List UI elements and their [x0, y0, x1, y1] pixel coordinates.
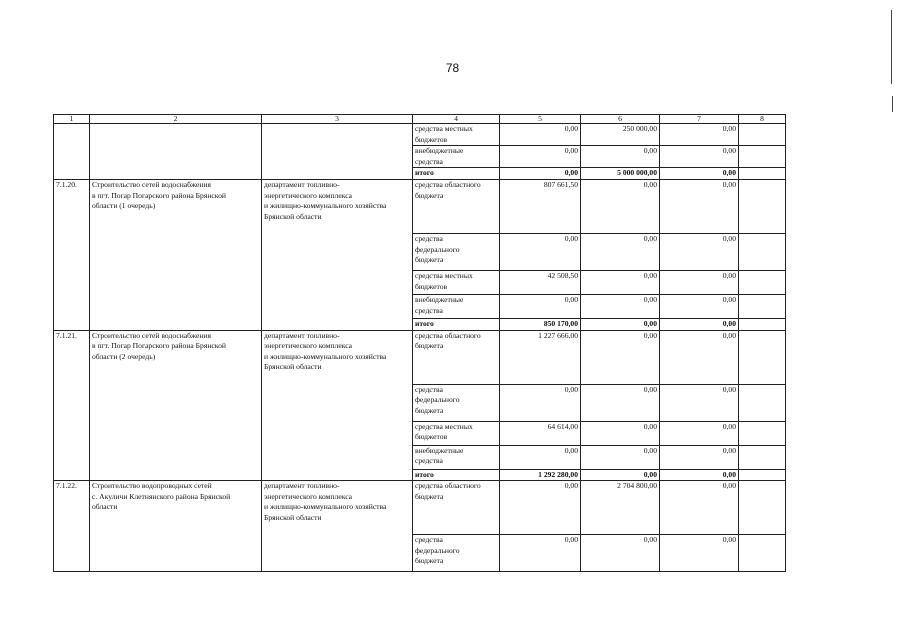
column-number: 2 — [90, 115, 262, 124]
item-name-line: области (1 очередь) — [92, 201, 156, 211]
item-name-line: Строительство сетей водоснабжения — [92, 330, 211, 340]
funding-source-cell — [413, 384, 500, 421]
funding-source-cell — [413, 469, 500, 481]
item-executor-line: Брянской области — [264, 211, 322, 221]
funding-source-line: средства областного — [415, 179, 481, 189]
item-executor-line: департамент топливно- — [264, 179, 340, 189]
amount-cell-c5: 64 614,00 — [500, 421, 581, 445]
item-executor-line: энергетического комплекса — [264, 190, 353, 200]
amount-cell-c6: 0,00 — [581, 535, 660, 572]
funding-source-line: бюджетов — [415, 134, 448, 144]
empty-cell-col8 — [739, 233, 786, 270]
amount-cell-c6: 0,00 — [581, 146, 660, 168]
funding-source-line: внебюджетные — [415, 294, 464, 304]
item-code-cell: 7.1.22. — [54, 481, 90, 572]
column-number: 5 — [500, 115, 581, 124]
item-executor-cell — [262, 179, 413, 330]
funding-source-line: бюджета — [415, 556, 444, 566]
item-name-line: с. Акуличи Клетнянского района Брянской — [92, 491, 231, 501]
amount-cell-c7: 0,00 — [660, 481, 739, 535]
item-executor-line: и жилищно-коммунального хозяйства — [264, 502, 387, 512]
funding-source-line: бюджетов — [415, 432, 448, 442]
amount-cell-c5: 0,00 — [500, 294, 581, 318]
amount-cell-c5: 42 508,50 — [500, 270, 581, 294]
amount-cell-c5: 0,00 — [500, 445, 581, 469]
funding-row — [54, 124, 786, 146]
funding-source-line: итого — [415, 318, 434, 328]
amount-cell-c7: 0,00 — [660, 445, 739, 469]
empty-cell-col8 — [739, 330, 786, 384]
funding-source-cell — [413, 481, 500, 535]
funding-source-cell — [413, 330, 500, 384]
amount-cell-c5: 0,00 — [500, 146, 581, 168]
funding-source-cell — [413, 294, 500, 318]
amount-cell-c6: 0,00 — [581, 384, 660, 421]
amount-cell-c7: 0,00 — [660, 146, 739, 168]
amount-cell-c7: 0,00 — [660, 384, 739, 421]
funding-source-line: средства — [415, 305, 443, 315]
item-name-line: Строительство сетей водоснабжения — [92, 179, 211, 189]
item-executor-line: Брянской области — [264, 512, 322, 522]
funding-source-line: средства — [415, 535, 443, 545]
empty-cell-col8 — [739, 384, 786, 421]
funding-source-line: средства областного — [415, 330, 481, 340]
funding-source-cell — [413, 445, 500, 469]
funding-source-line: итого — [415, 469, 434, 479]
empty-cell-col8 — [739, 318, 786, 330]
funding-source-line: федерального — [415, 244, 460, 254]
amount-cell-c5: 0,00 — [500, 384, 581, 421]
amount-cell-c5: 0,00 — [500, 481, 581, 535]
item-executor-cell — [262, 481, 413, 572]
amount-cell-c7: 0,00 — [660, 469, 739, 481]
item-executor-line: департамент топливно- — [264, 330, 340, 340]
amount-cell-c6: 0,00 — [581, 469, 660, 481]
funding-source-cell — [413, 124, 500, 146]
item-code-cell: 7.1.20. — [54, 179, 90, 330]
amount-cell-c5: 1 292 280,00 — [500, 469, 581, 481]
amount-cell-c6: 250 000,00 — [581, 124, 660, 146]
item-code-cell: 7.1.21. — [54, 330, 90, 481]
funding-source-line: внебюджетные — [415, 146, 464, 156]
empty-cell-col8 — [739, 481, 786, 535]
item-name-cell — [90, 330, 262, 481]
funding-source-line: средства местных — [415, 421, 473, 431]
amount-cell-c7: 0,00 — [660, 124, 739, 146]
executor-cell — [262, 124, 413, 180]
amount-cell-c7: 0,00 — [660, 168, 739, 180]
funding-source-cell — [413, 535, 500, 572]
funding-source-line: средства — [415, 384, 443, 394]
item-executor-line: и жилищно-коммунального хозяйства — [264, 351, 387, 361]
funding-source-cell — [413, 421, 500, 445]
funding-row — [54, 330, 786, 384]
empty-cell-col8 — [739, 535, 786, 572]
amount-cell-c5: 850 170,00 — [500, 318, 581, 330]
amount-cell-c7: 0,00 — [660, 179, 739, 233]
item-name-line: области (2 очередь) — [92, 351, 156, 361]
column-number: 3 — [262, 115, 413, 124]
item-executor-line: энергетического комплекса — [264, 491, 353, 501]
empty-cell-col8 — [739, 146, 786, 168]
amount-cell-c6: 0,00 — [581, 270, 660, 294]
item-executor-line: и жилищно-коммунального хозяйства — [264, 201, 387, 211]
funding-source-line: итого — [415, 168, 434, 178]
item-name-line: Строительство водопроводных сетей — [92, 481, 212, 491]
amount-cell-c6: 0,00 — [581, 330, 660, 384]
amount-cell-c5: 1 227 666,00 — [500, 330, 581, 384]
empty-cell-col8 — [739, 421, 786, 445]
funding-source-cell — [413, 168, 500, 180]
empty-cell-col8 — [739, 469, 786, 481]
empty-cell-col8 — [739, 294, 786, 318]
funding-row — [54, 481, 786, 535]
empty-cell-col8 — [739, 124, 786, 146]
item-executor-line: департамент топливно- — [264, 481, 340, 491]
scan-edge-mark — [892, 96, 893, 112]
empty-cell-col8 — [739, 168, 786, 180]
funding-source-cell — [413, 146, 500, 168]
amount-cell-c7: 0,00 — [660, 330, 739, 384]
funding-source-line: федерального — [415, 545, 460, 555]
funding-source-line: бюджета — [415, 255, 444, 265]
funding-source-cell — [413, 179, 500, 233]
funding-source-line: бюджета — [415, 190, 444, 200]
amount-cell-c7: 0,00 — [660, 270, 739, 294]
funding-source-line: бюджета — [415, 341, 444, 351]
name-cell — [90, 124, 262, 180]
amount-cell-c5: 0,00 — [500, 233, 581, 270]
funding-source-cell — [413, 270, 500, 294]
page-number: 78 — [445, 61, 460, 75]
amount-cell-c5: 0,00 — [500, 535, 581, 572]
column-number-row — [54, 115, 786, 124]
amount-cell-c7: 0,00 — [660, 294, 739, 318]
funding-source-line: бюджетов — [415, 281, 448, 291]
funding-source-line: средства — [415, 156, 443, 166]
column-number: 6 — [581, 115, 660, 124]
budget-table-body — [54, 115, 786, 572]
item-name-cell — [90, 481, 262, 572]
amount-cell-c6: 0,00 — [581, 445, 660, 469]
empty-cell-col8 — [739, 445, 786, 469]
amount-cell-c6: 0,00 — [581, 179, 660, 233]
amount-cell-c7: 0,00 — [660, 318, 739, 330]
empty-cell-col8 — [739, 179, 786, 233]
amount-cell-c7: 0,00 — [660, 233, 739, 270]
funding-source-line: внебюджетные — [415, 445, 464, 455]
funding-source-line: средства областного — [415, 481, 481, 491]
funding-source-cell — [413, 318, 500, 330]
amount-cell-c6: 2 704 800,00 — [581, 481, 660, 535]
funding-source-line: бюджета — [415, 491, 444, 501]
scan-edge-mark — [891, 10, 892, 84]
code-cell — [54, 124, 90, 180]
funding-source-line: федерального — [415, 395, 460, 405]
item-name-line: области — [92, 502, 118, 512]
budget-table — [53, 114, 786, 572]
item-name-line: в пгт. Погар Погарского района Брянской — [92, 341, 226, 351]
funding-source-line: бюджета — [415, 405, 444, 415]
amount-cell-c6: 5 000 000,00 — [581, 168, 660, 180]
funding-source-line: средства местных — [415, 270, 473, 280]
amount-cell-c6: 0,00 — [581, 318, 660, 330]
item-executor-cell — [262, 330, 413, 481]
amount-cell-c5: 0,00 — [500, 124, 581, 146]
empty-cell-col8 — [739, 270, 786, 294]
item-name-cell — [90, 179, 262, 330]
funding-source-line: средства местных — [415, 124, 473, 133]
item-executor-line: Брянской области — [264, 362, 322, 372]
amount-cell-c7: 0,00 — [660, 421, 739, 445]
column-number: 8 — [739, 115, 786, 124]
amount-cell-c7: 0,00 — [660, 535, 739, 572]
column-number: 4 — [413, 115, 500, 124]
funding-source-cell — [413, 233, 500, 270]
funding-source-line: средства — [415, 233, 443, 243]
amount-cell-c5: 807 661,50 — [500, 179, 581, 233]
amount-cell-c6: 0,00 — [581, 233, 660, 270]
item-name-line: в пгт. Погар Погарского района Брянской — [92, 190, 226, 200]
item-executor-line: энергетического комплекса — [264, 341, 353, 351]
funding-source-line: средства — [415, 456, 443, 466]
column-number: 1 — [54, 115, 90, 124]
column-number: 7 — [660, 115, 739, 124]
amount-cell-c6: 0,00 — [581, 421, 660, 445]
funding-row — [54, 179, 786, 233]
amount-cell-c6: 0,00 — [581, 294, 660, 318]
amount-cell-c5: 0,00 — [500, 168, 581, 180]
